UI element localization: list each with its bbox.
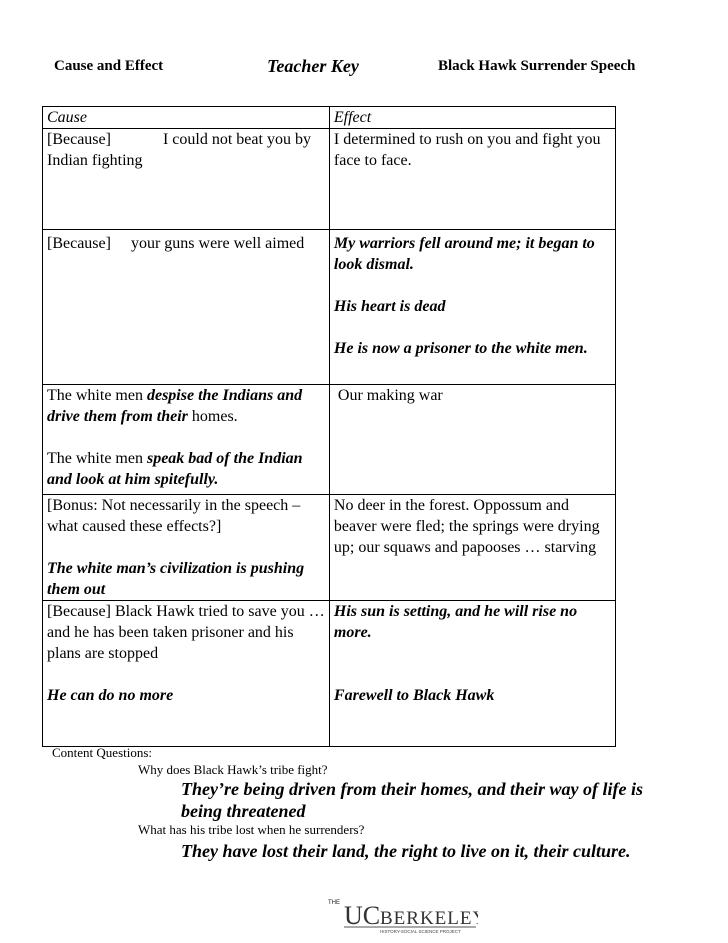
effect-cell — [329, 601, 615, 747]
uc-berkeley-logo-graphic — [328, 894, 478, 934]
effect-cell — [329, 129, 615, 230]
header-left-title: Cause and Effect — [54, 58, 164, 74]
effect-text: Our making war — [333, 387, 443, 404]
logo-berkeley: BERKELEY — [380, 908, 478, 929]
cause-text: homes. — [187, 408, 238, 425]
logo-subtitle: HISTORY-SOCIAL SCIENCE PROJECT — [380, 929, 461, 934]
table-row — [43, 601, 616, 747]
content-questions-label: Content Questions: — [52, 745, 153, 760]
cause-cell — [43, 230, 330, 385]
cause-text: The white men — [47, 450, 147, 467]
answer-2: They have lost their land, the right to live on it, their culture. — [181, 841, 631, 861]
because-label: [Because] — [47, 131, 111, 148]
cause-header: Cause — [43, 107, 330, 129]
effect-text: His sun is setting, and he will rise no more. — [333, 603, 578, 641]
uc-berkeley-logo — [328, 894, 478, 934]
cause-text: The white men — [47, 387, 147, 404]
cause-emphasis: speak bad of the Indian and look at him spitefully. — [47, 450, 303, 488]
cause-emphasis: The white man’s civilization is pushing them out — [47, 560, 305, 598]
logo-the: THE — [328, 900, 340, 906]
effect-text: My warriors fell around me; it began to look dismal. — [333, 235, 595, 273]
cause-emphasis: He can do no more — [47, 687, 174, 704]
table-header-row — [43, 107, 616, 129]
header-center-title: Teacher Key — [267, 56, 359, 76]
effect-cell — [329, 230, 615, 385]
logo-uc: UC — [344, 901, 381, 930]
table-row — [43, 495, 616, 601]
effect-text: No deer in the forest. Oppossum and beaver were fled; the springs were drying up; our squaws and papooses … starving — [333, 497, 600, 556]
question-1: Why does Black Hawk’s tribe fight? — [138, 762, 328, 777]
effect-cell — [329, 385, 615, 495]
effect-text: Farewell to Black Hawk — [333, 687, 495, 704]
cause-text: your guns were well aimed — [130, 235, 305, 252]
effect-header: Effect — [329, 107, 615, 129]
table-row — [43, 385, 616, 495]
effect-text: His heart is dead — [333, 298, 446, 315]
table-row — [43, 129, 616, 230]
cause-text: [Because] Black Hawk tried to save you … and he has been taken prisoner and his plans are stopped — [47, 603, 325, 662]
header-right-title: Black Hawk Surrender Speech — [438, 58, 636, 74]
cause-cell — [43, 601, 330, 747]
because-label: [Because] — [47, 235, 111, 252]
bonus-text: [Bonus: Not necessarily in the speech – what caused these effects?] — [47, 497, 301, 535]
effect-text: I determined to rush on you and fight you face to face. — [333, 131, 601, 169]
effect-text: He is now a prisoner to the white men. — [333, 340, 588, 357]
cause-cell — [43, 385, 330, 495]
question-2: What has his tribe lost when he surrenders? — [138, 822, 365, 837]
cause-emphasis: despise the Indians and drive them from their — [47, 387, 303, 425]
answer-1-line-1: They’re being driven from their homes, and their way of life is — [181, 779, 643, 799]
answer-1-line-2: being threatened — [181, 801, 306, 821]
table-row — [43, 230, 616, 385]
cause-cell — [43, 129, 330, 230]
cause-cell — [43, 495, 330, 601]
cause-effect-table — [42, 106, 616, 747]
effect-cell — [329, 495, 615, 601]
cause-text: I could not beat you by Indian fighting — [47, 131, 311, 169]
